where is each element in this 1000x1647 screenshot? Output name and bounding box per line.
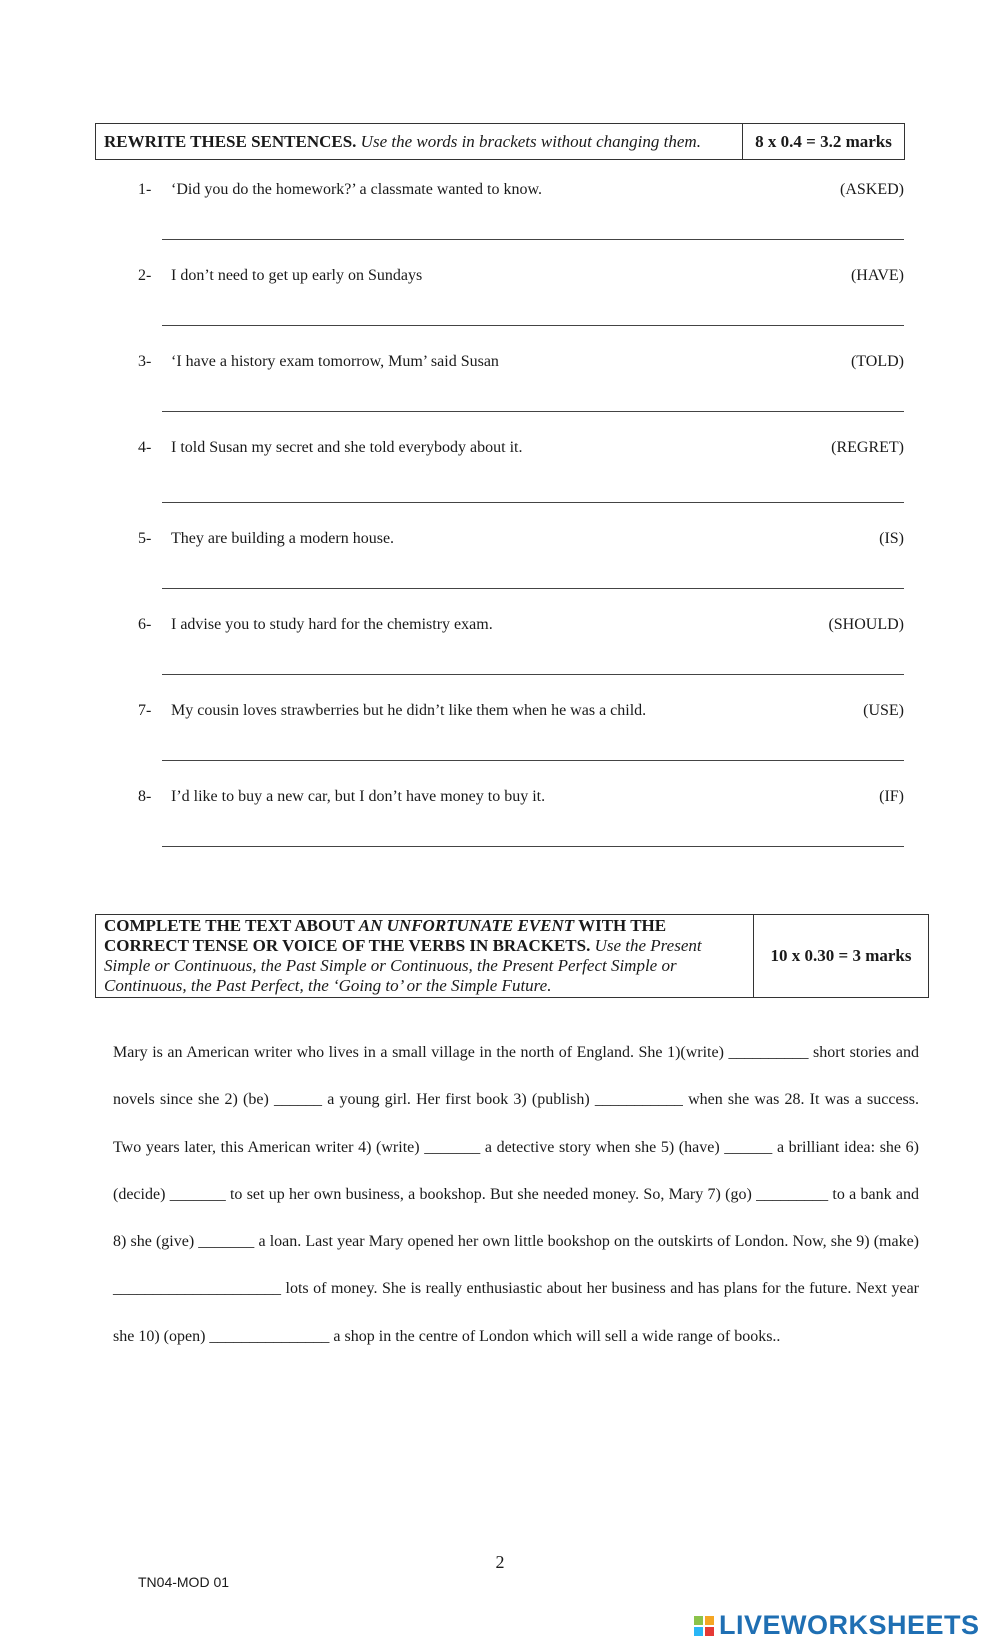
item-number: 4- — [138, 439, 152, 456]
answer-line-7[interactable] — [162, 760, 904, 761]
item-sentence: They are building a modern house. — [171, 530, 395, 547]
answer-line-2[interactable] — [162, 325, 904, 326]
section1-marks: 8 x 0.4 = 3.2 marks — [755, 131, 892, 151]
section2-title-topic: AN UNFORTUNATE EVENT — [358, 916, 575, 935]
answer-line-4[interactable] — [162, 502, 904, 503]
logo-text: LIVEWORKSHEETS — [719, 1610, 980, 1640]
item-number: 2- — [138, 267, 152, 284]
section2-title-part2: WITH THE CORRECT TENSE OR VOICE OF THE VERBS IN BRACKETS. — [104, 916, 667, 955]
section2-subtitle: Use the Present Simple or Continuous, the Past Simple or Continuous, the Present Perfect Simple or Continuous, the Past Perfect, the ‘Going to’ or the Simple Future. — [104, 936, 702, 995]
item-sentence: I advise you to study hard for the chemistry exam. — [171, 616, 493, 633]
item-keyword: (IF) — [879, 788, 904, 805]
item-number: 8- — [138, 788, 152, 805]
document-code: TN04-MOD 01 — [138, 1574, 230, 1590]
fill-in-paragraph: Mary is an American writer who lives in a small village in the north of England. She 1)(write) __________ short stories and novels since she 2) (be) ______ a young girl. Her first book 3) (publish) ___________ when she was 28. It was a success. Two years later, this American writer 4) (write) _______ a detective story when she 5) (have) ______ a brilliant idea: she 6) (decide) _______ to set up her own business, a bookshop. But she needed money. So, Mary 7) (go) _________ to a bank and 8) she (give) _______ a loan. Last year Mary opened her own little bookshop on the outskirts of London. Now, she 9) (make) _____________________ lots of money. She is really enthusiastic about her business and has plans for the future. Next year she 10) (open) _______________ a shop in the centre of London which will sell a wide range of books.. — [113, 1044, 919, 1345]
section2-header — [95, 914, 929, 998]
item-keyword: (REGRET) — [831, 439, 904, 456]
item-sentence: My cousin loves strawberries but he didn’t like them when he was a child. — [171, 702, 647, 719]
answer-line-6[interactable] — [162, 674, 904, 675]
section1-title: REWRITE THESE SENTENCES. — [104, 131, 357, 151]
section2-instructions — [96, 915, 754, 997]
item-number: 3- — [138, 353, 152, 370]
item-sentence: ‘Did you do the homework?’ a classmate wanted to know. — [171, 181, 543, 198]
section1-instructions — [96, 124, 743, 159]
item-keyword: (TOLD) — [850, 353, 904, 370]
answer-line-5[interactable] — [162, 588, 904, 589]
section2-title-part1: COMPLETE THE TEXT ABOUT — [104, 916, 359, 935]
section2-marks: 10 x 0.30 = 3 marks — [770, 946, 912, 965]
item-keyword: (HAVE) — [850, 267, 904, 284]
item-number: 5- — [138, 530, 152, 547]
item-keyword: (IS) — [879, 530, 904, 547]
item-number: 7- — [138, 702, 152, 719]
item-sentence: I don’t need to get up early on Sundays — [171, 267, 423, 284]
section1-header — [95, 123, 905, 160]
item-sentence: ‘I have a history exam tomorrow, Mum’ said Susan — [171, 353, 499, 370]
item-sentence: I’d like to buy a new car, but I don’t have money to buy it. — [171, 788, 546, 805]
item-number: 6- — [138, 616, 152, 633]
liveworksheets-logo[interactable] — [694, 1610, 980, 1641]
item-sentence: I told Susan my secret and she told everybody about it. — [171, 439, 523, 456]
item-keyword: (SHOULD) — [828, 616, 904, 633]
item-keyword: (ASKED) — [840, 181, 904, 198]
answer-line-8[interactable] — [162, 846, 904, 847]
answer-line-1[interactable] — [162, 239, 904, 240]
item-number: 1- — [138, 181, 152, 198]
item-keyword: (USE) — [863, 702, 904, 719]
liveworksheets-logo-icon — [694, 1616, 714, 1636]
answer-line-3[interactable] — [162, 411, 904, 412]
section1-subtitle: Use the words in brackets without changing them. — [360, 131, 701, 151]
page-number: 2 — [495, 1552, 505, 1572]
